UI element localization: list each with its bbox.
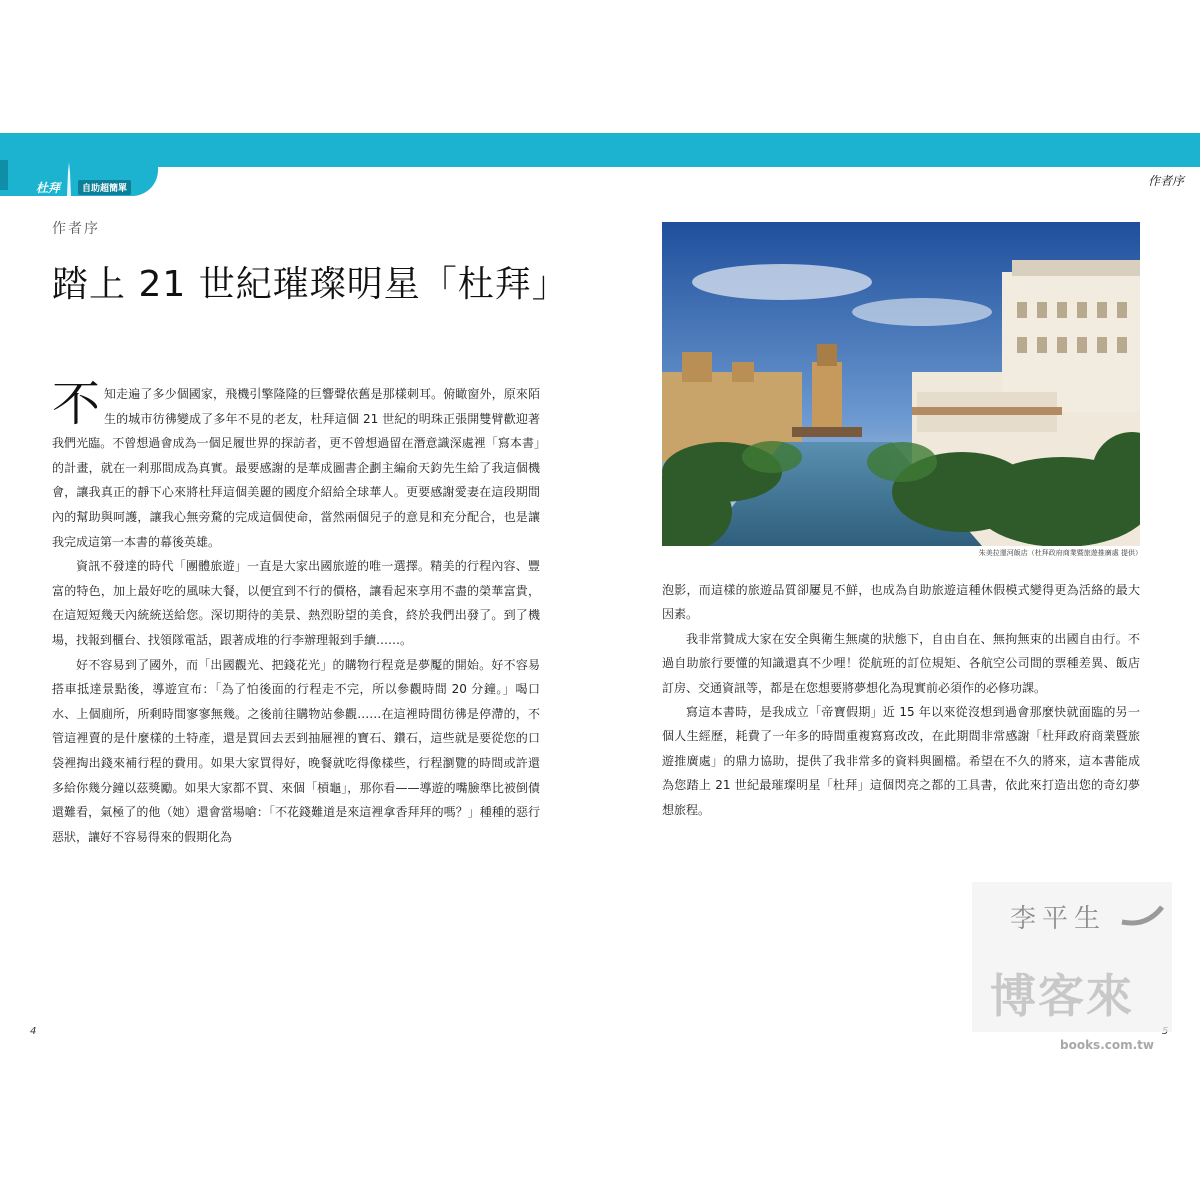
series-subtitle: 自助超簡單	[78, 180, 131, 195]
paragraph: 寫這本書時，是我成立「帝寶假期」近 15 年以來從沒想到過會那麼快就面臨的另一個人生經歷，耗費了一年多的時間重複寫寫改改，在此期間非常感謝「杜拜政府商業暨旅遊推廣處」的鼎力協助，提供了我非常多的資料與圖檔。希望在不久的將來，這本書能成為您踏上 21 世紀最璀璨明星「杜拜」這個閃亮之都的工具書，依此來打造出您的奇幻夢想旅程。	[662, 705, 1140, 817]
paragraph: 好不容易到了國外，而「出國觀光、把錢花光」的購物行程竟是夢魘的開始。好不容易搭車抵達景點後，導遊宣布：「為了怕後面的行程走不完，所以參觀時間 20 分鐘。」喝口水、上個廁所，所剩時間寥寥無幾。之後前往購物站參觀……在這裡時間彷彿是停滯的，不管這裡賣的是什麼樣的土特產，還是買回去丟到抽屜裡的寶石、鑽石，這些就是要從您的口袋裡掏出錢來補行程的費用。如果大家買得好，晚餐就吃得像樣些，行程瀏覽的時間或許還多給你幾分鐘以茲獎勵。如果大家都不買、來個「槓龜」，那你看——導遊的嘴臉準比被倒債還難看，氣極了的他（她）還會當場嗆：「不花錢難道是來這裡拿香拜拜的嗎？」種種的惡行惡狀，讓好不容易得來的假期化為	[52, 657, 540, 844]
paragraph: 我非常贊成大家在安全與衛生無虞的狀態下，自由自在、無拘無束的出國自由行。不過自助旅行要懂的知識還真不少哩！從航班的訂位規矩、各航空公司間的票種差異、飯店訂房、交通資訊等，都是在您想要將夢想化為現實前必須作的必修功課。	[662, 631, 1140, 695]
header-tab-edge	[0, 160, 8, 190]
paragraph	[52, 376, 540, 554]
right-body-text	[662, 578, 1140, 822]
left-body-text	[52, 376, 540, 849]
series-title: 杜拜	[36, 180, 61, 195]
watermark-brand: 博客來	[990, 969, 1134, 1023]
page-title: 踏上 21 世紀璀璨明星「杜拜」	[52, 264, 569, 305]
section-label: 作者序	[52, 221, 100, 237]
watermark-url: books.com.tw	[1060, 1038, 1155, 1052]
paragraph: 泡影，而這樣的旅遊品質卻屢見不鮮，也成為自助旅遊這種休假模式變得更為活絡的最大因素。	[662, 583, 1140, 622]
photo-illustration	[662, 222, 1140, 546]
page-number-left: 4	[30, 1026, 37, 1037]
burj-tower-icon	[66, 162, 72, 196]
paragraph: 資訊不發達的時代「團體旅遊」一直是大家出國旅遊的唯一選擇。精美的行程內容、豐富的特色，加上最好吃的風味大餐，以便宜到不行的價格，讓看起來享用不盡的榮華富貴，在這短短幾天內統統送給您。深切期待的美景、熱烈盼望的美食，終於我們出發了。到了機場，找報到櫃台、找領隊電話，跟著成堆的行李辦理報到手續……。	[52, 559, 540, 647]
book-series-badge	[36, 170, 131, 204]
paragraph-text: 知走遍了多少個國家，飛機引擎隆隆的巨響聲依舊是那樣刺耳。俯瞰窗外，原來陌生的城市彷彿變成了多年不見的老友，杜拜這個 21 世紀的明珠正張開雙臂歡迎著我們光臨。不曾想過會成為一個足履世界的探訪者，更不曾想過留在潛意識深處裡「寫本書」的計畫，就在一剎那間成為真實。最要感謝的是華成圖書企劃主編俞天鈞先生給了我這個機會，讓我真正的靜下心來將杜拜這個美麗的國度介紹給全球華人。更要感謝愛妻在這段期間內的幫助與呵護，讓我心無旁騖的完成這個使命，當然兩個兒子的意見和充分配合，也是讓我完成這第一本書的幕後英雄。	[52, 387, 540, 549]
running-header-right: 作者序	[1147, 174, 1184, 188]
photo-caption: 朱美拉運河飯店（杜拜政府商業暨旅遊推廣處 提供）	[978, 549, 1142, 557]
drop-cap: 不	[52, 376, 101, 432]
hotel-canal-photo	[662, 222, 1140, 546]
watermark-name: 李平生	[1010, 904, 1107, 934]
header-band	[0, 133, 1200, 167]
